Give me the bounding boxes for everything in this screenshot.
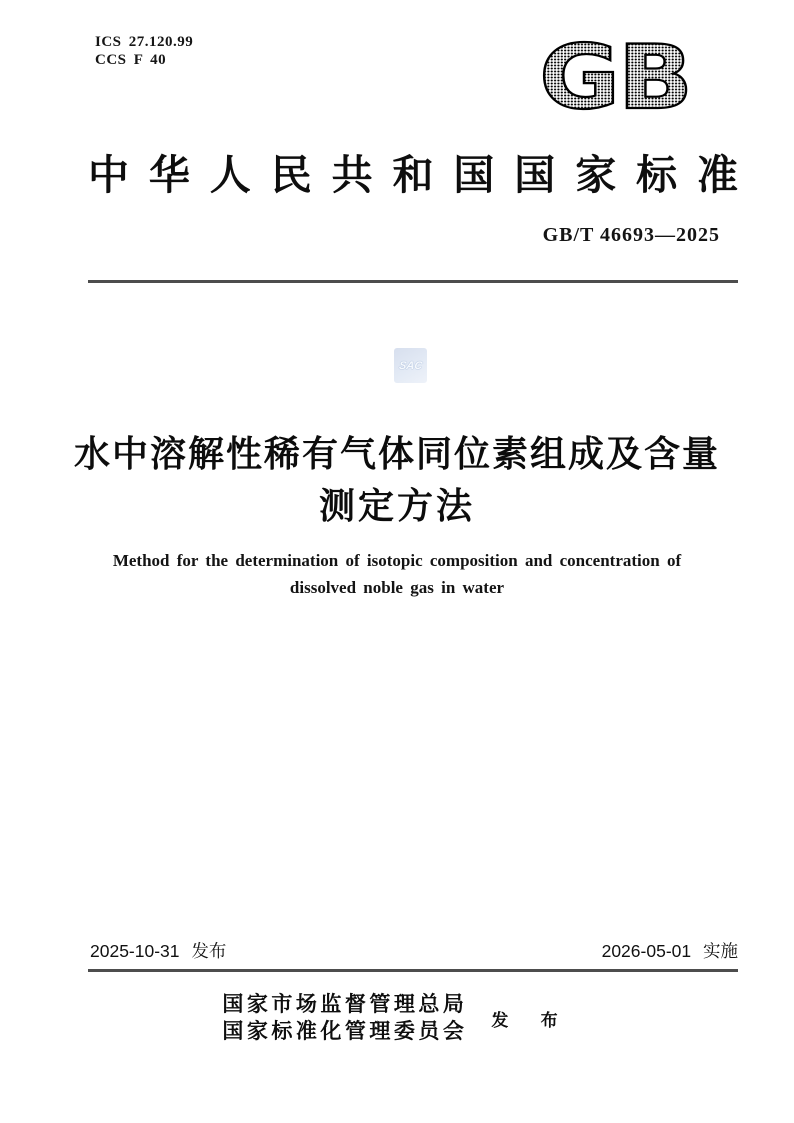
issue-date-group [90, 938, 226, 963]
classification-codes [95, 33, 193, 69]
publish-label: 发 布 [491, 1011, 572, 1030]
implement-date-label: 实施 [703, 941, 738, 961]
ics-code: ICS 27.120.99 [95, 34, 194, 50]
title-en-line2: dissolved noble gas in water [289, 578, 505, 597]
issuer-line1: 国家市场监督管理总局 [222, 992, 468, 1016]
implement-date: 2026-05-01 [601, 941, 692, 961]
document-title-english [0, 547, 794, 601]
dates-row [90, 938, 738, 963]
gb-logo-graphic [533, 28, 697, 120]
title-zh-line2: 测定方法 [318, 485, 475, 526]
sac-watermark-text: SAC [398, 359, 423, 372]
issue-date-label: 发布 [191, 941, 227, 961]
standard-number: GB/T 46693—2025 [542, 224, 720, 246]
national-standard-header: 中华人民共和国国家标准 [88, 152, 738, 198]
implement-date-group [602, 938, 738, 963]
gb-logo [533, 28, 697, 120]
issuer-block [0, 991, 794, 1045]
sac-watermark [394, 348, 427, 383]
gb-logo-text: GB [539, 28, 691, 120]
issuer-names [222, 991, 467, 1045]
ccs-code: CCS F 40 [95, 52, 167, 68]
title-zh-line1: 水中溶解性稀有气体同位素组成及含量 [73, 433, 720, 474]
issue-date: 2025-10-31 [90, 941, 180, 961]
top-rule [88, 280, 738, 283]
bottom-rule [88, 969, 738, 972]
document-title-chinese [0, 428, 794, 532]
issuer-line2: 国家标准化管理委员会 [222, 1019, 468, 1043]
title-en-line1: Method for the determination of isotopic composition and concentration of [112, 551, 682, 570]
